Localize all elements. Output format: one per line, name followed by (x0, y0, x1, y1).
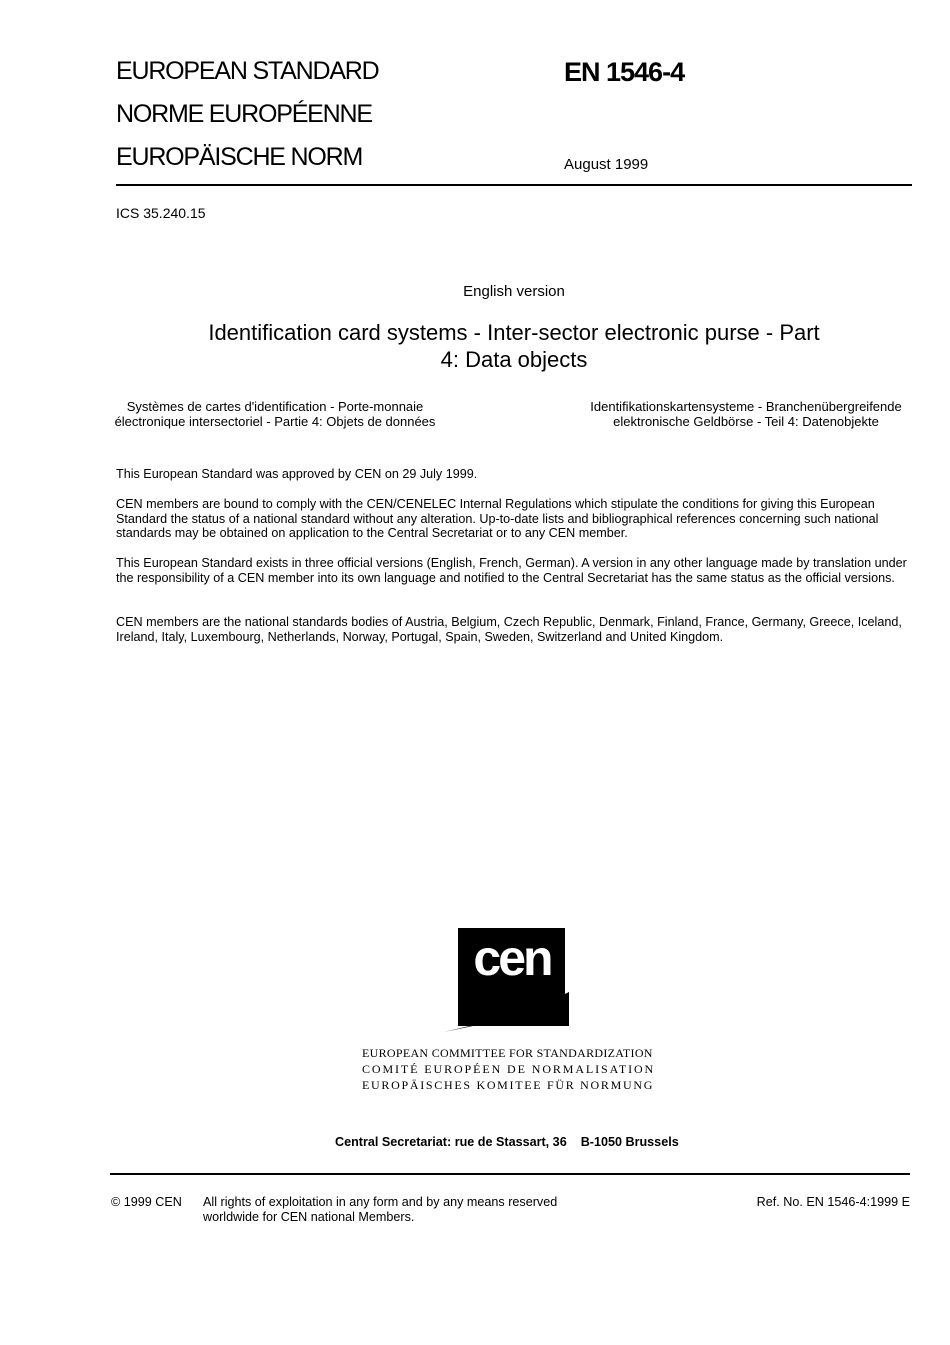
versions-paragraph: This European Standard exists in three official versions (English, French, German). A version in any other language made by translation under the responsibility of a CEN member into its own language and notified to the Central Secretariat has the same status as the official versions. (116, 556, 907, 585)
document-title (116, 319, 912, 373)
rights-line-2: worldwide for CEN national Members. (203, 1209, 415, 1224)
heading-french: NORME EUROPÉENNE (116, 100, 372, 128)
heading-german: EUROPÄISCHE NORM (116, 143, 363, 171)
document-title-line-1: Identification card systems - Inter-sector electronic purse - Part (208, 320, 820, 345)
french-title-line-1: Systèmes de cartes d'identification - Porte-monnaie (126, 399, 424, 414)
heading-english: EUROPEAN STANDARD (116, 57, 379, 85)
cen-logo (444, 928, 569, 1034)
cen-logo-text: cen (473, 930, 551, 986)
footer-divider (110, 1173, 910, 1175)
committee-name-french-wrap (362, 1061, 655, 1078)
central-secretariat: Central Secretariat: rue de Stassart, 36 B-1050 Brussels (335, 1135, 679, 1149)
cen-logo-graphic (444, 928, 569, 1034)
german-title (556, 399, 936, 429)
german-title-line-1: Identifikationskartensysteme - Branchenübergreifende (590, 399, 902, 414)
ics-code: ICS 35.240.15 (116, 205, 206, 221)
publication-date: August 1999 (564, 156, 649, 173)
header-divider (116, 184, 912, 186)
reference-number: Ref. No. EN 1546-4:1999 E (756, 1195, 910, 1209)
regulations-paragraph: CEN members are bound to comply with the CEN/CENELEC Internal Regulations which stipulate the conditions for giving this European Standard the status of a national standard without any alteration. Up-to-date lists and bibliographical references concerning such national standards may be obtained on application to the Central Secretariat or to any CEN member. (116, 497, 879, 541)
committee-name-english: EUROPEAN COMMITTEE FOR STANDARDIZATION (362, 1046, 653, 1060)
document-title-line-2: 4: Data objects (440, 347, 588, 372)
version-label: English version (463, 283, 565, 300)
committee-name-german: EUROPÄISCHES KOMITEE FÜR NORMUNG (362, 1078, 655, 1092)
german-title-line-2: elektronische Geldbörse - Teil 4: Datenobjekte (613, 414, 879, 429)
approval-paragraph: This European Standard was approved by CEN on 29 July 1999. (116, 467, 478, 481)
rights-statement (203, 1195, 557, 1224)
rights-line-1: All rights of exploitation in any form and by any means reserved (203, 1195, 558, 1209)
committee-name-german-wrap (362, 1077, 654, 1094)
french-title-line-2: électronique intersectoriel - Partie 4: Objets de données (114, 414, 436, 429)
members-paragraph: CEN members are the national standards bodies of Austria, Belgium, Czech Republic, Denmark, Finland, France, Germany, Greece, Iceland, Ireland, Italy, Luxembourg, Netherlands, Norway, Portugal, Spain, Sweden, Switzerland and United Kingdom. (116, 615, 902, 644)
french-title (90, 399, 460, 429)
document-number: EN 1546-4 (564, 57, 685, 87)
committee-name-french: COMITÉ EUROPÉEN DE NORMALISATION (362, 1062, 656, 1076)
copyright: © 1999 CEN (111, 1195, 182, 1209)
